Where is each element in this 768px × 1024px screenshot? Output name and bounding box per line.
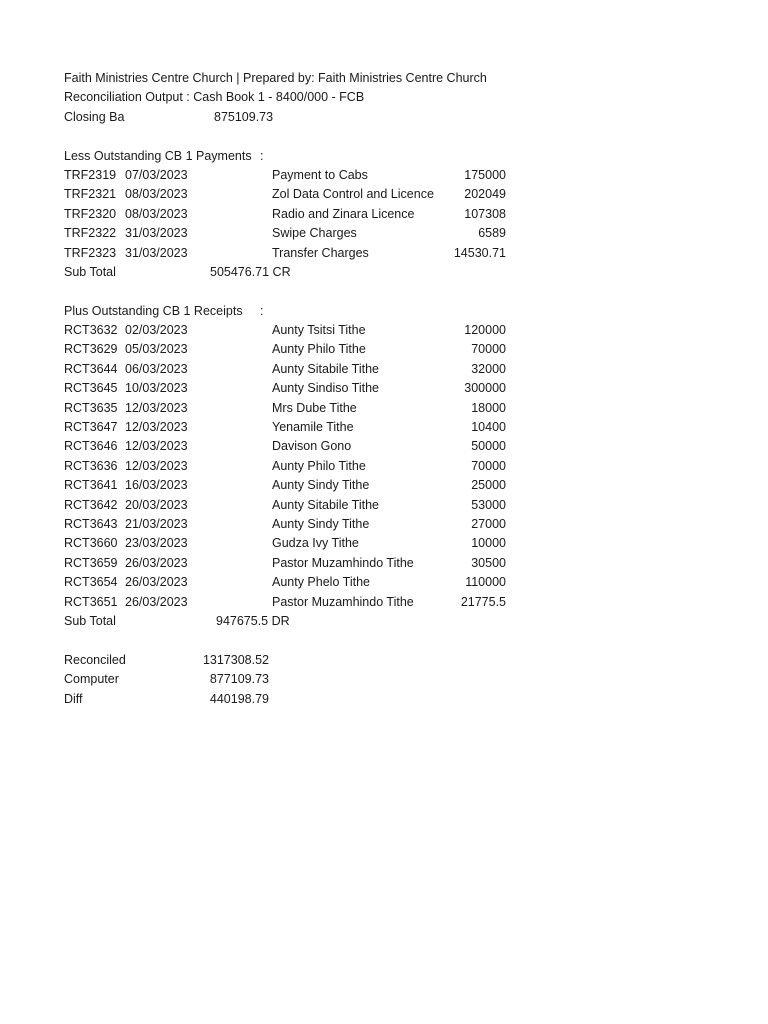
table-row bbox=[64, 496, 524, 515]
table-row bbox=[64, 534, 524, 553]
row-amount: 202049 bbox=[464, 187, 506, 202]
row-date: 12/03/2023 bbox=[125, 420, 188, 435]
table-row bbox=[64, 244, 524, 263]
receipts-subtotal-row bbox=[64, 612, 524, 631]
row-reference: RCT3632 bbox=[64, 323, 118, 338]
row-date: 05/03/2023 bbox=[125, 342, 188, 357]
report-subtitle: Reconciliation Output : Cash Book 1 - 8400/000 - FCB bbox=[64, 90, 365, 105]
table-row bbox=[64, 573, 524, 592]
row-reference: TRF2320 bbox=[64, 206, 117, 221]
row-date: 31/03/2023 bbox=[125, 226, 188, 241]
row-reference: RCT3659 bbox=[64, 555, 118, 570]
row-reference: RCT3643 bbox=[64, 516, 118, 531]
receipts-subtotal-value: 947675.5 DR bbox=[216, 613, 290, 628]
payments-subtotal-row bbox=[64, 263, 524, 282]
closing-balance-value: 875109.73 bbox=[214, 109, 274, 124]
table-row bbox=[64, 224, 524, 243]
row-description: Pastor Muzamhindo Tithe bbox=[272, 555, 414, 570]
row-amount: 30500 bbox=[471, 555, 506, 570]
row-description: Mrs Dube Tithe bbox=[272, 400, 357, 415]
table-row bbox=[64, 379, 524, 398]
row-amount: 21775.5 bbox=[460, 594, 506, 609]
diff-value: 440198.79 bbox=[209, 691, 269, 706]
row-amount: 70000 bbox=[471, 458, 506, 473]
row-amount: 25000 bbox=[471, 478, 506, 493]
reconciled-label: Reconciled bbox=[64, 652, 126, 667]
row-amount: 14530.71 bbox=[453, 245, 506, 260]
row-reference: RCT3645 bbox=[64, 381, 118, 396]
row-amount: 175000 bbox=[464, 167, 506, 182]
table-row bbox=[64, 340, 524, 359]
row-description: Radio and Zinara Licence bbox=[272, 206, 415, 221]
row-date: 26/03/2023 bbox=[125, 555, 188, 570]
row-date: 02/03/2023 bbox=[125, 323, 188, 338]
reconciliation-report bbox=[64, 69, 524, 709]
row-date: 12/03/2023 bbox=[125, 400, 188, 415]
row-date: 26/03/2023 bbox=[125, 575, 188, 590]
row-reference: TRF2319 bbox=[64, 167, 117, 182]
table-row bbox=[64, 321, 524, 340]
report-title: Faith Ministries Centre Church | Prepared by: Faith Ministries Centre Church bbox=[64, 71, 487, 85]
row-date: 12/03/2023 bbox=[125, 439, 188, 454]
row-date: 20/03/2023 bbox=[125, 497, 188, 512]
table-row bbox=[64, 476, 524, 495]
row-date: 12/03/2023 bbox=[125, 458, 188, 473]
row-amount: 300000 bbox=[464, 381, 506, 396]
row-description: Swipe Charges bbox=[272, 226, 357, 241]
table-row bbox=[64, 418, 524, 437]
row-description: Pastor Muzamhindo Tithe bbox=[272, 594, 414, 609]
row-description: Aunty Sindy Tithe bbox=[272, 516, 370, 531]
reconciled-value: 1317308.52 bbox=[202, 652, 269, 667]
computer-value: 877109.73 bbox=[209, 672, 269, 687]
row-reference: TRF2323 bbox=[64, 245, 117, 260]
row-description: Aunty Sindy Tithe bbox=[272, 478, 370, 493]
row-amount: 107308 bbox=[464, 206, 506, 221]
row-date: 26/03/2023 bbox=[125, 594, 188, 609]
table-row bbox=[64, 185, 524, 204]
receipts-list bbox=[64, 321, 524, 612]
payments-list bbox=[64, 166, 524, 263]
computer-label: Computer bbox=[64, 672, 119, 687]
row-date: 08/03/2023 bbox=[125, 206, 188, 221]
report-subtitle-line bbox=[64, 88, 524, 107]
row-description: Aunty Philo Tithe bbox=[272, 342, 366, 357]
row-date: 10/03/2023 bbox=[125, 381, 188, 396]
table-row bbox=[64, 515, 524, 534]
table-row bbox=[64, 205, 524, 224]
table-row bbox=[64, 593, 524, 612]
row-amount: 50000 bbox=[471, 439, 506, 454]
row-reference: RCT3635 bbox=[64, 400, 118, 415]
row-reference: TRF2321 bbox=[64, 187, 117, 202]
row-date: 06/03/2023 bbox=[125, 361, 188, 376]
row-description: Gudza Ivy Tithe bbox=[272, 536, 359, 551]
table-row bbox=[64, 457, 524, 476]
computer-row bbox=[64, 670, 524, 689]
row-reference: RCT3636 bbox=[64, 458, 118, 473]
row-reference: RCT3654 bbox=[64, 575, 118, 590]
receipts-heading-row bbox=[64, 302, 524, 321]
row-date: 23/03/2023 bbox=[125, 536, 188, 551]
payments-subtotal-label: Sub Total bbox=[64, 264, 116, 279]
payments-subtotal-value: 505476.71 CR bbox=[210, 264, 291, 279]
row-reference: RCT3651 bbox=[64, 594, 118, 609]
row-description: Davison Gono bbox=[272, 439, 352, 454]
table-row bbox=[64, 166, 524, 185]
row-description: Zol Data Control and Licence bbox=[272, 187, 434, 202]
diff-label: Diff bbox=[64, 691, 83, 706]
spacer bbox=[64, 631, 524, 650]
payments-heading: Less Outstanding CB 1 Payments bbox=[64, 148, 252, 163]
table-row bbox=[64, 360, 524, 379]
row-reference: RCT3644 bbox=[64, 361, 118, 376]
receipts-subtotal-label: Sub Total bbox=[64, 613, 116, 628]
row-description: Yenamile Tithe bbox=[272, 420, 354, 435]
receipts-heading-colon: : bbox=[260, 303, 264, 318]
row-description: Aunty Philo Tithe bbox=[272, 458, 366, 473]
row-amount: 32000 bbox=[471, 361, 506, 376]
row-amount: 10000 bbox=[471, 536, 506, 551]
row-amount: 18000 bbox=[471, 400, 506, 415]
row-reference: RCT3660 bbox=[64, 536, 118, 551]
row-reference: RCT3641 bbox=[64, 478, 118, 493]
row-date: 21/03/2023 bbox=[125, 516, 188, 531]
row-description: Transfer Charges bbox=[272, 245, 369, 260]
receipts-heading: Plus Outstanding CB 1 Receipts bbox=[64, 303, 243, 318]
table-row bbox=[64, 399, 524, 418]
row-description: Aunty Sindiso Tithe bbox=[272, 381, 380, 396]
row-description: Aunty Sitabile Tithe bbox=[272, 497, 380, 512]
row-amount: 120000 bbox=[464, 323, 506, 338]
row-amount: 27000 bbox=[471, 516, 506, 531]
row-description: Aunty Phelo Tithe bbox=[272, 575, 370, 590]
row-date: 08/03/2023 bbox=[125, 187, 188, 202]
row-amount: 53000 bbox=[471, 497, 506, 512]
closing-balance-row bbox=[64, 108, 524, 127]
row-description: Aunty Sitabile Tithe bbox=[272, 361, 380, 376]
row-reference: TRF2322 bbox=[64, 226, 117, 241]
row-amount: 10400 bbox=[471, 420, 506, 435]
reconciled-row bbox=[64, 651, 524, 670]
row-description: Payment to Cabs bbox=[272, 167, 368, 182]
row-amount: 70000 bbox=[471, 342, 506, 357]
row-amount: 110000 bbox=[465, 575, 506, 590]
table-row bbox=[64, 437, 524, 456]
row-reference: RCT3642 bbox=[64, 497, 118, 512]
row-date: 16/03/2023 bbox=[125, 478, 188, 493]
table-row bbox=[64, 554, 524, 573]
spacer bbox=[64, 127, 524, 146]
row-date: 31/03/2023 bbox=[125, 245, 188, 260]
row-reference: RCT3629 bbox=[64, 342, 118, 357]
row-date: 07/03/2023 bbox=[125, 167, 188, 182]
report-header-line bbox=[64, 69, 524, 88]
row-reference: RCT3646 bbox=[64, 439, 118, 454]
diff-row bbox=[64, 690, 524, 709]
payments-heading-row bbox=[64, 147, 524, 166]
spacer bbox=[64, 282, 524, 301]
row-amount: 6589 bbox=[478, 226, 506, 241]
payments-heading-colon: : bbox=[260, 148, 264, 163]
row-reference: RCT3647 bbox=[64, 420, 118, 435]
row-description: Aunty Tsitsi Tithe bbox=[272, 323, 366, 338]
closing-balance-label: Closing Ba bbox=[64, 109, 125, 124]
